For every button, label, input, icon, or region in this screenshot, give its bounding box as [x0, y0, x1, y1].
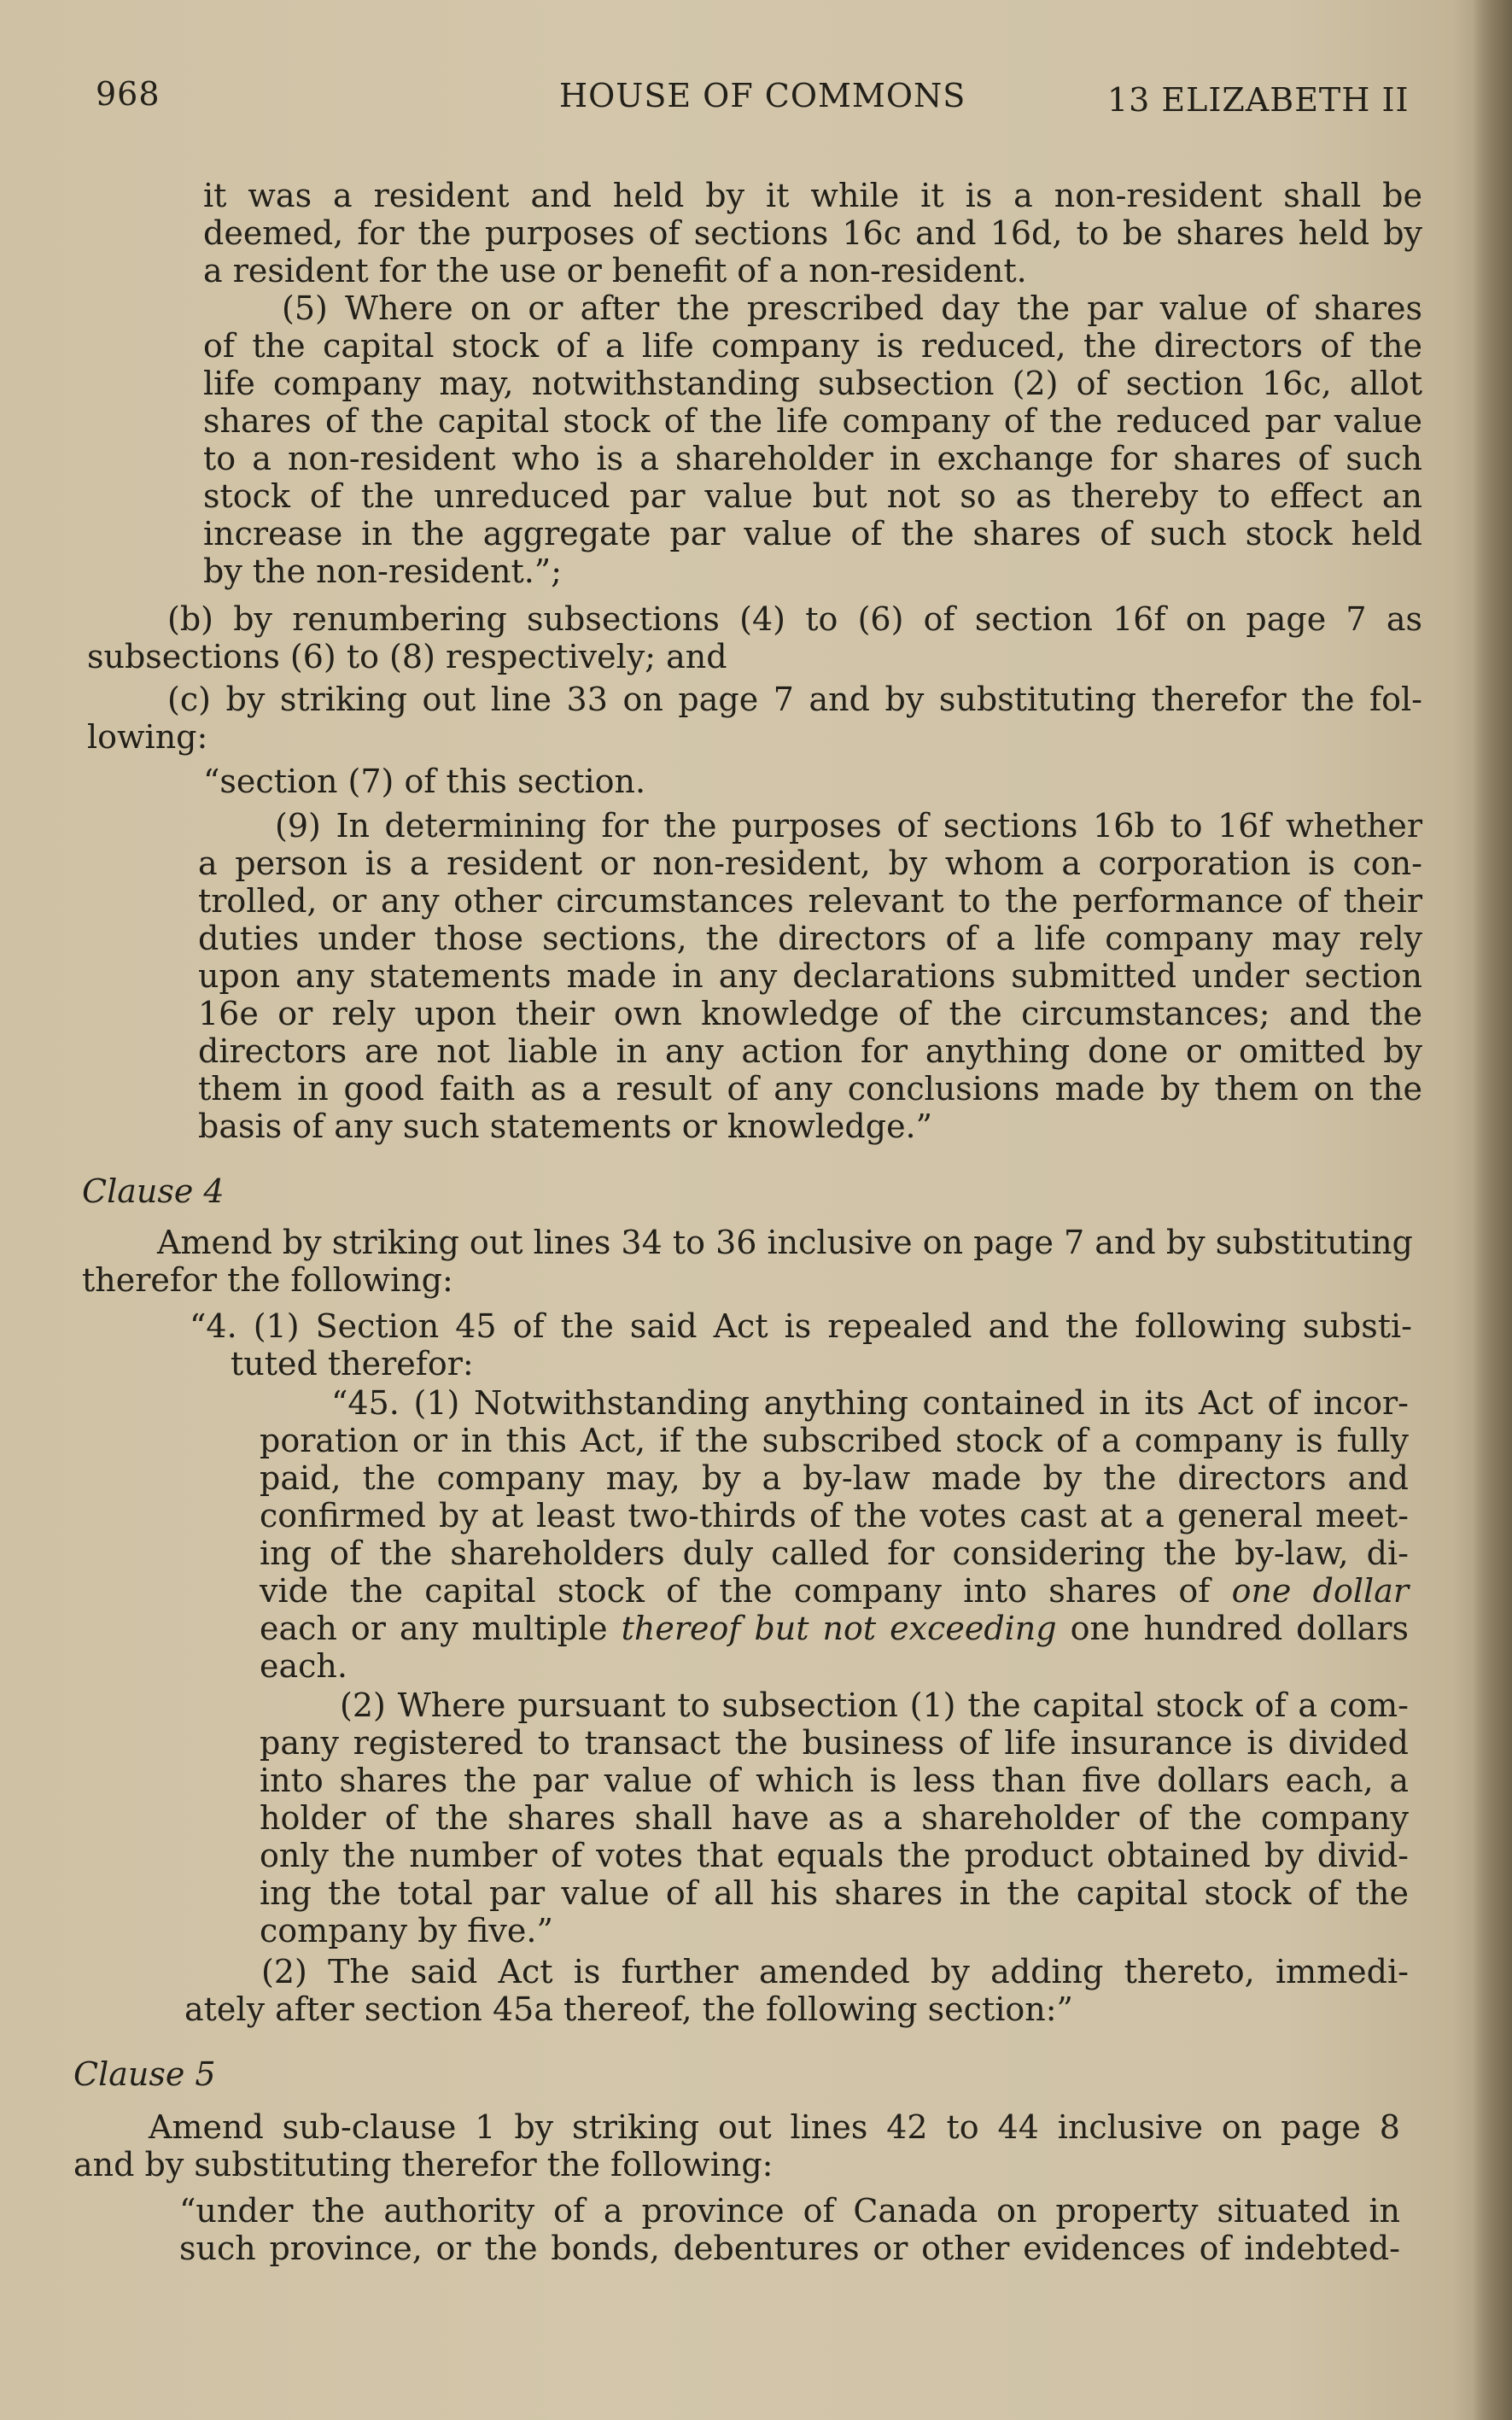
text-line: confirmed by at least two-thirds of the votes cast at a general meet-	[260, 1497, 1409, 1534]
text-line: trolled, or any other circumstances relevant to the performance of their	[198, 882, 1422, 920]
clause-heading: Clause 5	[73, 2055, 216, 2093]
clause-heading: Clause 4	[82, 1172, 225, 1210]
text-line: such province, or the bonds, debentures or other evidences of indebted-	[179, 2230, 1400, 2267]
text-line: poration or in this Act, if the subscribed stock of a company is fully	[260, 1422, 1409, 1459]
text-line: deemed, for the purposes of sections 16c and 16d, to be shares held by	[203, 214, 1422, 252]
text-line: vide the capital stock of the company into shares of one dollar	[260, 1572, 1410, 1610]
text-line: shares of the capital stock of the life company of the reduced par value	[203, 402, 1422, 440]
text-line: ately after section 45a thereof, the following section:”	[184, 1990, 1073, 2028]
text-line: (5) Where on or after the prescribed day the par value of shares	[282, 289, 1422, 327]
text-line: company by five.”	[260, 1912, 553, 1949]
text-line: “under the authority of a province of Canada on property situated in	[179, 2192, 1400, 2230]
running-title: HOUSE OF COMMONS	[559, 77, 966, 114]
text-line: stock of the unreduced par value but not so as thereby to effect an	[203, 477, 1422, 515]
text-line: a person is a resident or non-resident, by whom a corporation is con-	[198, 845, 1422, 882]
text-line: “section (7) of this section.	[203, 763, 646, 800]
text-line: into shares the par value of which is less than five dollars each, a	[260, 1762, 1409, 1799]
text-line: directors are not liable in any action for anything done or omitted by	[198, 1032, 1422, 1070]
text-line: ing of the shareholders duly called for considering the by-law, di-	[260, 1534, 1409, 1572]
session-label: 13 ELIZABETH II	[1107, 81, 1410, 119]
text-line: “45. (1) Notwithstanding anything contained in its Act of incor-	[331, 1384, 1409, 1422]
text-line: therefor the following:	[82, 1261, 453, 1299]
text-line: duties under those sections, the directors of a life company may rely	[198, 920, 1422, 957]
text-line: of the capital stock of a life company is reduced, the directors of the	[203, 327, 1422, 365]
text-line: life company may, notwithstanding subsection (2) of section 16c, allot	[203, 365, 1422, 402]
text-line: (9) In determining for the purposes of sections 16b to 16f whether	[275, 807, 1422, 845]
italic-phrase: thereof but not exceeding	[621, 1610, 1057, 1647]
text-line: each or any multiple thereof but not exceeding one hundred dollars	[260, 1610, 1409, 1647]
text-line: (2) Where pursuant to subsection (1) the capital stock of a com-	[340, 1686, 1409, 1724]
text-line: lowing:	[87, 718, 208, 756]
text-line: increase in the aggregate par value of the shares of such stock held	[203, 515, 1422, 552]
text-line: pany registered to transact the business of life insurance is divided	[260, 1724, 1409, 1762]
text-line: (b) by renumbering subsections (4) to (6) of section 16f on page 7 as	[167, 600, 1422, 638]
text-line: a resident for the use or benefit of a non-resident.	[203, 252, 1027, 289]
page-number: 968	[96, 75, 161, 113]
text-line: basis of any such statements or knowledge.”	[198, 1108, 933, 1145]
text-line: subsections (6) to (8) respectively; and	[87, 638, 727, 675]
page-edge-shadow	[1473, 0, 1512, 2420]
text-line: 16e or rely upon their own knowledge of the circumstances; and the	[198, 995, 1422, 1032]
text-line: each.	[260, 1647, 347, 1685]
text-line: only the number of votes that equals the product obtained by divid-	[260, 1837, 1409, 1874]
text-line: by the non-resident.”;	[203, 552, 563, 590]
text-line: tuted therefor:	[231, 1345, 474, 1382]
text-line: (2) The said Act is further amended by adding thereto, immedi-	[261, 1953, 1409, 1990]
text-line: “4. (1) Section 45 of the said Act is repealed and the following substi-	[190, 1307, 1412, 1345]
text-line: Amend by striking out lines 34 to 36 inclusive on page 7 and by substituting	[157, 1224, 1413, 1261]
text-line: to a non-resident who is a shareholder in exchange for shares of such	[203, 440, 1422, 477]
text-line: upon any statements made in any declarations submitted under section	[198, 957, 1422, 995]
italic-phrase: one dollar	[1231, 1572, 1410, 1610]
text-line: it was a resident and held by it while it is a non-resident shall be	[203, 177, 1422, 214]
text-line: (c) by striking out line 33 on page 7 and by substituting therefor the fol-	[167, 681, 1422, 718]
text-line: and by substituting therefor the following:	[73, 2146, 774, 2183]
text-line: holder of the shares shall have as a shareholder of the company	[260, 1799, 1409, 1837]
text-line: ing the total par value of all his shares in the capital stock of the	[260, 1874, 1409, 1912]
text-line: Amend sub-clause 1 by striking out lines 42 to 44 inclusive on page 8	[149, 2108, 1400, 2146]
text-line: them in good faith as a result of any conclusions made by them on the	[198, 1070, 1422, 1108]
text-line: paid, the company may, by a by-law made by the directors and	[260, 1459, 1409, 1497]
